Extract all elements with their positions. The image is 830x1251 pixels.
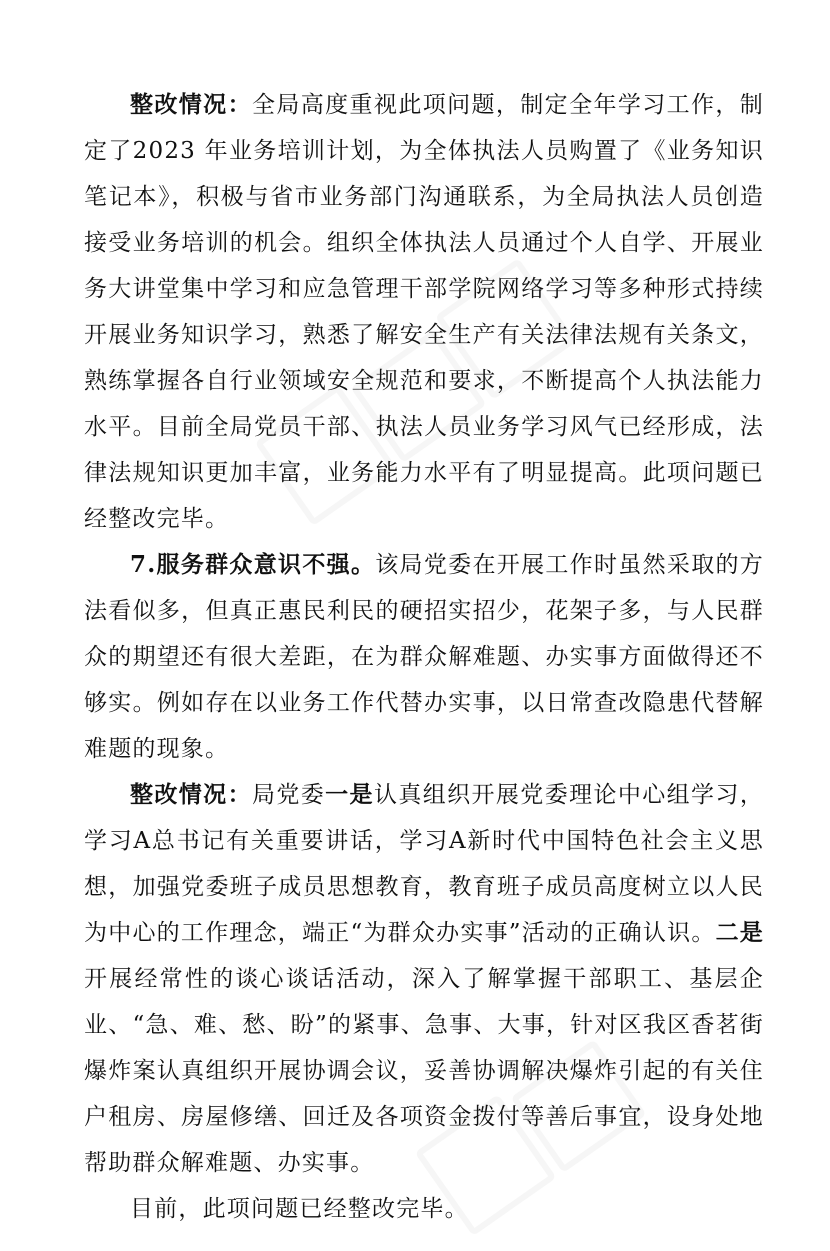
paragraph-lead: 整改情况：: [130, 781, 252, 808]
paragraph-lead: 整改情况：: [130, 91, 252, 118]
keyword-second: 二是: [715, 919, 765, 946]
paragraph-conclusion: [84, 1186, 764, 1232]
paragraph-text: 目前，此项问题已经整改完毕。: [130, 1196, 469, 1222]
paragraph-text: 该局党委在开展工作时虽然采取的方法看似多，但真正惠民利民的硬招实招少，花架子多，与人民群众的期望还有很大差距，在为群众解难题、办实事方面做得还不够实。例如存在以业务工作代替办实事，以日常查改隐患代替解难题的现象。: [84, 552, 764, 762]
paragraph-text: 开展经常性的谈心谈话活动，深入了解掌握干部职工、基层企业、“急、难、愁、盼”的紧事、急事、大事，针对区我区香茗街爆炸案认真组织开展协调会议，妥善协调解决爆炸引起的有关住户租房、房屋修缮、回迁及各项资金拨付等善后事宜，设身处地帮助群众解难题、办实事。: [84, 966, 764, 1176]
keyword-first: 一是: [325, 781, 374, 808]
paragraph-rectification-2: [84, 772, 764, 1186]
paragraph-rectification-1: [84, 82, 764, 542]
paragraph-text: 认真组织开展党委理论中心组学习，学习A总书记有关重要讲话，学习A新时代中国特色社会主义思想，加强党委班子成员思想教育，教育班子成员高度树立以人民为中心的工作理念，端正“为群众办实事”活动的正确认识。: [84, 782, 765, 946]
paragraph-lead: 7.服务群众意识不强。: [130, 551, 376, 578]
paragraph-issue-7: [84, 542, 764, 772]
paragraph-text: 局党委: [251, 782, 326, 808]
document-body: [84, 82, 764, 1232]
paragraph-text: 全局高度重视此项问题，制定全年学习工作，制定了2023 年业务培训计划，为全体执法人员购置了《业务知识笔记本》，积极与省市业务部门沟通联系，为全局执法人员创造接受业务培训的机会。组织全体执法人员通过个人自学、开展业务大讲堂集中学习和应急管理干部学院网络学习等多种形式持续开展业务知识学习，熟悉了解安全生产有关法律法规有关条文，熟练掌握各自行业领域安全规范和要求，不断提高个人执法能力水平。目前全局党员干部、执法人员业务学习风气已经形成，法律法规知识更加丰富，业务能力水平有了明显提高。此项问题已经整改完毕。: [84, 92, 765, 532]
